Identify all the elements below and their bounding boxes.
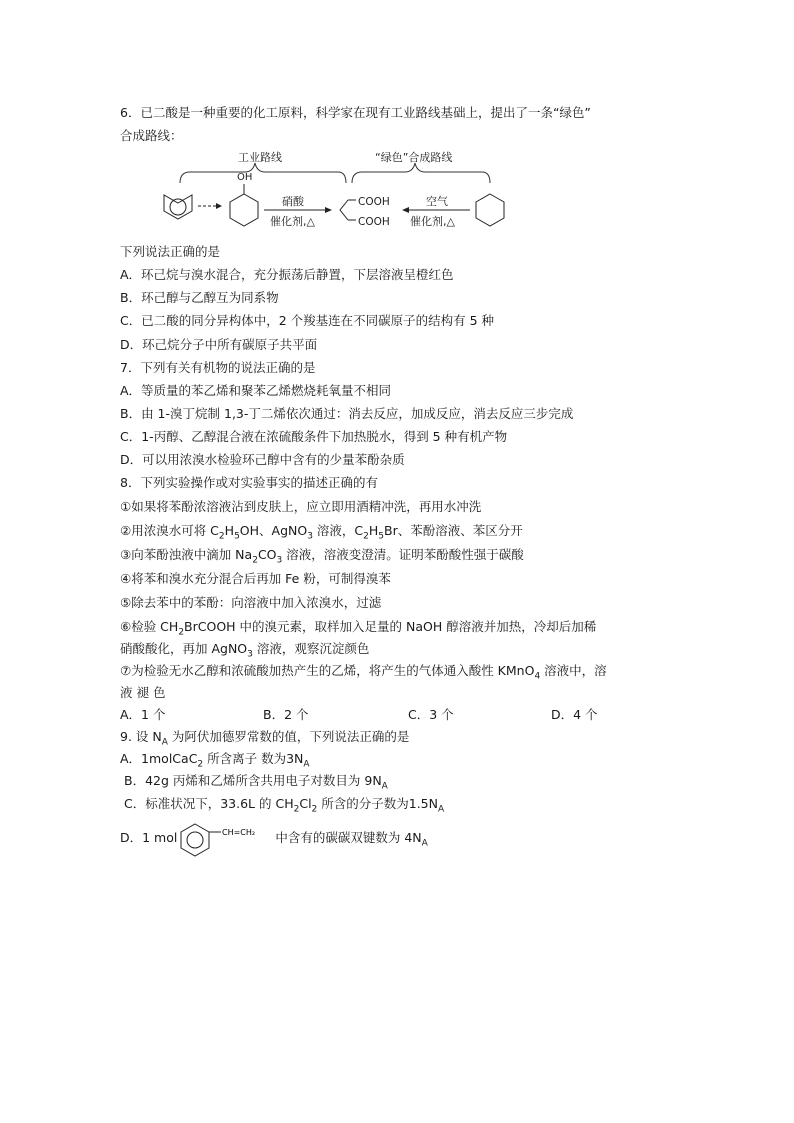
q6-question: 下列说法正确的是 — [120, 244, 221, 259]
carboxyl-label-1: COOH — [358, 196, 390, 208]
adipic-acid-structure — [340, 200, 356, 220]
q8-option-a: A．1 个 — [120, 707, 166, 722]
q9-stem: 9. 设 $N_A$ 为阿伏加德罗常数的值，下列说法正确的是 — [120, 729, 410, 748]
reagent-catalyst-1: 催化剂,△ — [270, 215, 315, 228]
q8-statement-7-line2: 液 褪 色 — [120, 685, 166, 700]
q7-option-c: C．1-丙醇、乙醇混合液在浓硫酸条件下加热脱水，得到 5 种有机产物 — [120, 429, 508, 444]
styrene-structure — [177, 821, 275, 857]
q8-option-b: B．2 个 — [263, 707, 309, 722]
cyclohexanol-structure — [230, 184, 258, 226]
synthesis-route-diagram — [160, 150, 510, 240]
green-route-label: “绿色”合成路线 — [375, 151, 453, 164]
q8-statement-4: ④将苯和溴水充分混合后再加 Fe 粉，可制得溴苯 — [120, 571, 391, 586]
q6-option-a: A．环己烷与溴水混合，充分振荡后静置，下层溶液呈橙红色 — [120, 267, 454, 282]
industrial-route-brace — [180, 163, 346, 183]
q9-option-a: A．1molCaC$_2$ 所含离子 数为$3N_A$ — [120, 751, 310, 770]
cyclohexane-structure — [476, 194, 504, 226]
q8-option-c: C．3 个 — [408, 707, 454, 722]
q6-stem-line1: 6．已二酸是一种重要的化工原料，科学家在现有工业路线基础上，提出了一条“绿色” — [120, 105, 591, 120]
q6-option-c: C．已二酸的同分异构体中，2 个羧基连在不同碳原子的结构有 5 种 — [120, 313, 495, 328]
q8-statement-6-line1: ⑥检验 $CH_2BrCOOH$ 中的溴元素，取样加入足量的 NaOH 醇溶液并加热，冷却后加稀 — [120, 619, 597, 638]
industrial-route-label: 工业路线 — [238, 151, 282, 164]
q7-option-a: A．等质量的苯乙烯和聚苯乙烯燃烧耗氧量不相同 — [120, 383, 392, 398]
q6-option-b: B．环己醇与乙醇互为同系物 — [120, 290, 279, 305]
q6-option-d: D．环己烷分子中所有碳原子共平面 — [120, 337, 318, 352]
hydroxyl-label: OH — [237, 172, 253, 183]
q8-option-d: D．4 个 — [551, 707, 598, 722]
reagent-nitric-acid: 硝酸 — [282, 195, 304, 208]
q8-statement-1: ①如果将苯酚浓溶液沾到皮肤上，应立即用酒精冲洗，再用水冲洗 — [120, 499, 482, 514]
q9-option-b: B．42g 丙烯和乙烯所含共用电子对数目为 $9N_A$ — [124, 773, 388, 792]
q7-option-b: B．由 1-溴丁烷制 1,3-丁二烯依次通过：消去反应，加成反应，消去反应三步完成 — [120, 406, 574, 421]
reagent-air: 空气 — [426, 195, 448, 208]
q8-statement-3: ③向苯酚浊液中滴加 $Na_2CO_3$ 溶液，溶液变澄清。证明苯酚酸性强于碳酸 — [120, 547, 524, 566]
benzene-structure — [164, 195, 192, 219]
reagent-catalyst-2: 催化剂,△ — [410, 215, 455, 228]
q7-stem: 7．下列有关有机物的说法正确的是 — [120, 360, 316, 375]
q8-statement-7-line1: ⑦为检验无水乙醇和浓硫酸加热产生的乙烯，将产生的气体通入酸性 KMnO$_4$ 溶液中，溶 — [120, 663, 607, 682]
q7-option-d: D．可以用浓溴水检验环己醇中含有的少量苯酚杂质 — [120, 452, 405, 467]
vinyl-group-label: CH=CH₂ — [222, 827, 256, 837]
q8-statement-5: ⑤除去苯中的苯酚：向溶液中加入浓溴水，过滤 — [120, 595, 382, 610]
q9-option-c: C．标准状况下，33.6L 的 $CH_2Cl_2$ 所含的分子数为$1.5N_A$ — [124, 796, 445, 815]
q6-stem-line2: 合成路线： — [120, 128, 183, 143]
q8-statement-2: ②用浓溴水可将 $C_2H_5OH$、AgNO$_3$ 溶液，$C_2H_5Br$、苯酚溶液、苯区分开 — [120, 523, 523, 542]
q8-stem: 8．下列实验操作或对实验事实的描述正确的有 — [120, 475, 378, 490]
carboxyl-label-2: COOH — [358, 216, 390, 228]
q8-statement-6-line2: 硝酸酸化，再加 AgNO$_3$ 溶液，观察沉淀颜色 — [120, 641, 370, 660]
green-route-brace — [352, 163, 490, 183]
q9-option-d: D．1 mol CH=CH₂ 中含有的碳碳双键数为 $4N_A$ — [120, 820, 428, 862]
